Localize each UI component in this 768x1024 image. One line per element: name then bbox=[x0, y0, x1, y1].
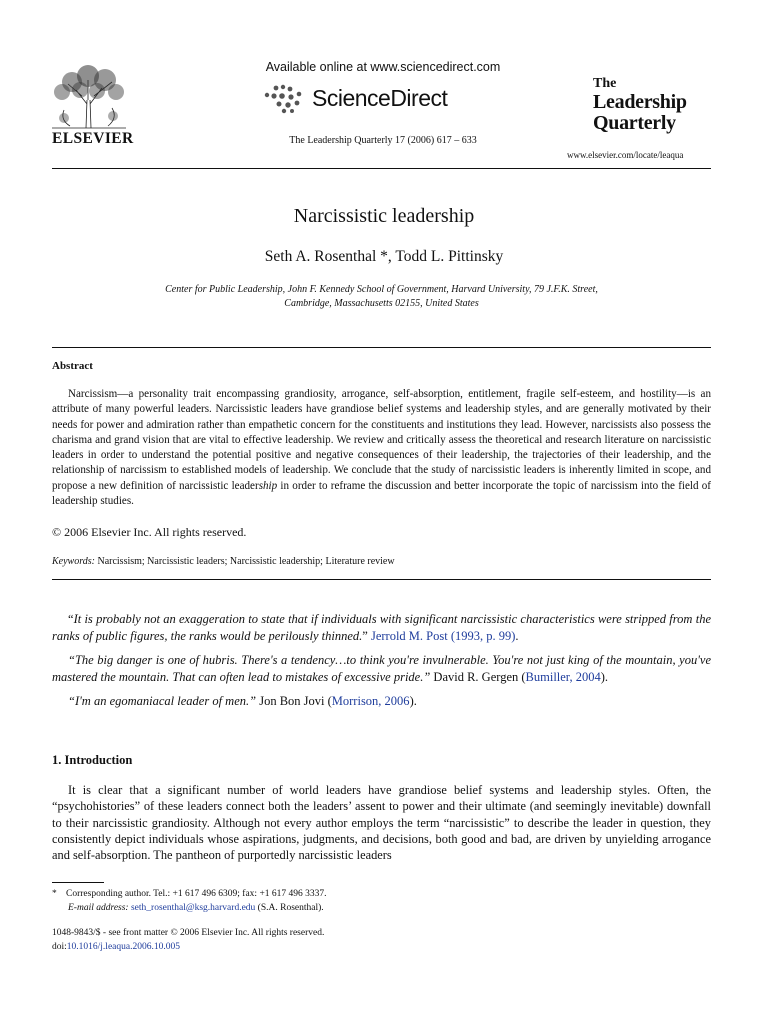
email-owner: (S.A. Rosenthal). bbox=[255, 903, 324, 913]
corresponding-author-text: Corresponding author. Tel.: +1 617 496 6309; fax: +1 617 496 3337. bbox=[66, 889, 327, 899]
abstract-copyright: © 2006 Elsevier Inc. All rights reserved. bbox=[52, 525, 247, 539]
quote-attribution: David R. Gergen ( bbox=[430, 669, 526, 684]
journal-logo-line1: The bbox=[593, 76, 617, 91]
quote-text: “The big danger is one of hubris. There's a tendency…to think you're invulnerable. You're not just king of the mountain, you've mastered the mountain. That can often lead to mistakes of excessive pride.” bbox=[52, 653, 711, 684]
abstract-text-1: Narcissism—a personality trait encompassing grandiosity, arrogance, self-absorption, entitlement, fragile self-esteem, and hostility—is an attribute of many powerful leaders. Narcissistic leaders have grandiose belief systems and leadership styles, and are generally motivated by their needs for power and admiration rather than empathetic concern for the constituents and institutions they lead. However, narcissists also possess the charisma and grand vision that are vital to effective leadership. We review and critically assess the theoretical and research literature on narcissistic leaders in order to understand the potential positive and negative consequences of their leadership, the trajectories of their leadership, and the relationship of narcissism to established models of leadership. We conclude that the study of narcissistic leaders is inherently limited in scope, and propose a new definition of narcissistic leader bbox=[52, 388, 711, 492]
quote-open-mark: “ bbox=[68, 612, 74, 626]
sciencedirect-wordmark: ScienceDirect bbox=[312, 85, 448, 111]
quote-text: “I'm an egomaniacal leader of men.” bbox=[68, 694, 257, 708]
article-title: Narcissistic leadership bbox=[293, 205, 475, 227]
doi-link[interactable]: 10.1016/j.leaqua.2006.10.005 bbox=[66, 942, 180, 952]
footnote-star: * bbox=[52, 889, 57, 899]
email-label: E-mail address: bbox=[68, 903, 129, 913]
keywords bbox=[52, 556, 395, 567]
quote-reference-link[interactable]: Morrison, 2006 bbox=[331, 694, 410, 708]
quote-3 bbox=[52, 693, 711, 710]
doi-label: doi: bbox=[52, 942, 67, 952]
quote-attribution-end: ). bbox=[409, 694, 417, 708]
abstract-paragraph bbox=[52, 387, 711, 509]
epigraph-quotes bbox=[52, 611, 711, 718]
footnote-rule bbox=[52, 882, 104, 883]
keywords-list: Narcissism; Narcissistic leaders; Narcissistic leadership; Literature review bbox=[97, 556, 395, 567]
doi-line bbox=[52, 940, 324, 954]
abstract-text-2: in order to reframe the discussion and better incorporate the topic of narcissism into the field of leadership studies. bbox=[52, 479, 712, 507]
quote-2 bbox=[52, 652, 711, 685]
available-online-line bbox=[23, 60, 743, 74]
publisher-name: ELSEVIER bbox=[52, 130, 134, 147]
sciencedirect-dots-icon bbox=[262, 84, 312, 114]
keywords-label: Keywords: bbox=[52, 556, 95, 567]
journal-logo-line2: Leadership bbox=[593, 91, 687, 113]
email-note bbox=[52, 901, 327, 915]
front-matter bbox=[52, 926, 324, 954]
affiliation-line1: Center for Public Leadership, John F. Kennedy School of Government, Harvard University, 79 J.F.K. Street, bbox=[165, 284, 598, 295]
affiliation bbox=[52, 283, 711, 311]
article-authors: Seth A. Rosenthal *, Todd L. Pittinsky bbox=[264, 248, 504, 265]
intro-paragraph: It is clear that a significant number of world leaders have grandiose belief systems and leadership styles. Often, the “psychohistories” of these leaders connect both the leaders’ assent to power and their ultimate (and seemingly inevitable) downfall to their narcissistic grandiosity. Although not every author employs the term “narcissistic” to describe the leader in question, they consistently depict individuals whose aspirations, judgments, and decisions, both good and bad, are driven by unyielding arrogance and self-absorption. The pantheon of purportedly narcissistic leaders bbox=[52, 783, 711, 863]
quote-attribution: Jon Bon Jovi ( bbox=[256, 694, 332, 708]
abstract-heading: Abstract bbox=[52, 360, 93, 372]
corresponding-author-note bbox=[52, 887, 327, 901]
available-online-text[interactable]: Available online at www.sciencedirect.com bbox=[265, 60, 501, 74]
quote-1 bbox=[52, 611, 711, 644]
abstract-body bbox=[52, 387, 711, 509]
section-heading: 1. Introduction bbox=[52, 753, 133, 767]
affiliation-line2: Cambridge, Massachusetts 02155, United States bbox=[284, 298, 479, 309]
sciencedirect-logo[interactable] bbox=[262, 84, 482, 114]
footnote bbox=[52, 887, 327, 915]
quote-attribution-end: ). bbox=[600, 669, 609, 684]
journal-logo-line3: Quarterly bbox=[593, 112, 676, 134]
quote-text: It is probably not an exaggeration to state that if individuals with significant narcissistic characteristics were stripped from the ranks of public figures, the ranks would be perilously thinned. bbox=[52, 612, 711, 643]
journal-url[interactable]: www.elsevier.com/locate/leaqua bbox=[567, 150, 684, 160]
quote-reference-link[interactable]: Bumiller, 2004 bbox=[525, 669, 601, 684]
abstract-text-italic: ship bbox=[258, 479, 278, 492]
abstract-bottom-rule bbox=[52, 579, 711, 580]
header-divider bbox=[52, 168, 711, 169]
quote-close-mark: ” bbox=[362, 628, 368, 643]
journal-citation: The Leadership Quarterly 17 (2006) 617 – 633 bbox=[289, 135, 477, 146]
quote-reference-link[interactable]: Jerrold M. Post (1993, p. 99) bbox=[370, 628, 516, 643]
front-matter-text: 1048-9843/$ - see front matter © 2006 Elsevier Inc. All rights reserved. bbox=[52, 928, 325, 938]
abstract-top-rule bbox=[52, 347, 711, 348]
quote-attribution-end: . bbox=[515, 628, 519, 643]
journal-logo bbox=[593, 76, 687, 134]
email-link[interactable]: seth_rosenthal@ksg.harvard.edu bbox=[130, 903, 256, 913]
